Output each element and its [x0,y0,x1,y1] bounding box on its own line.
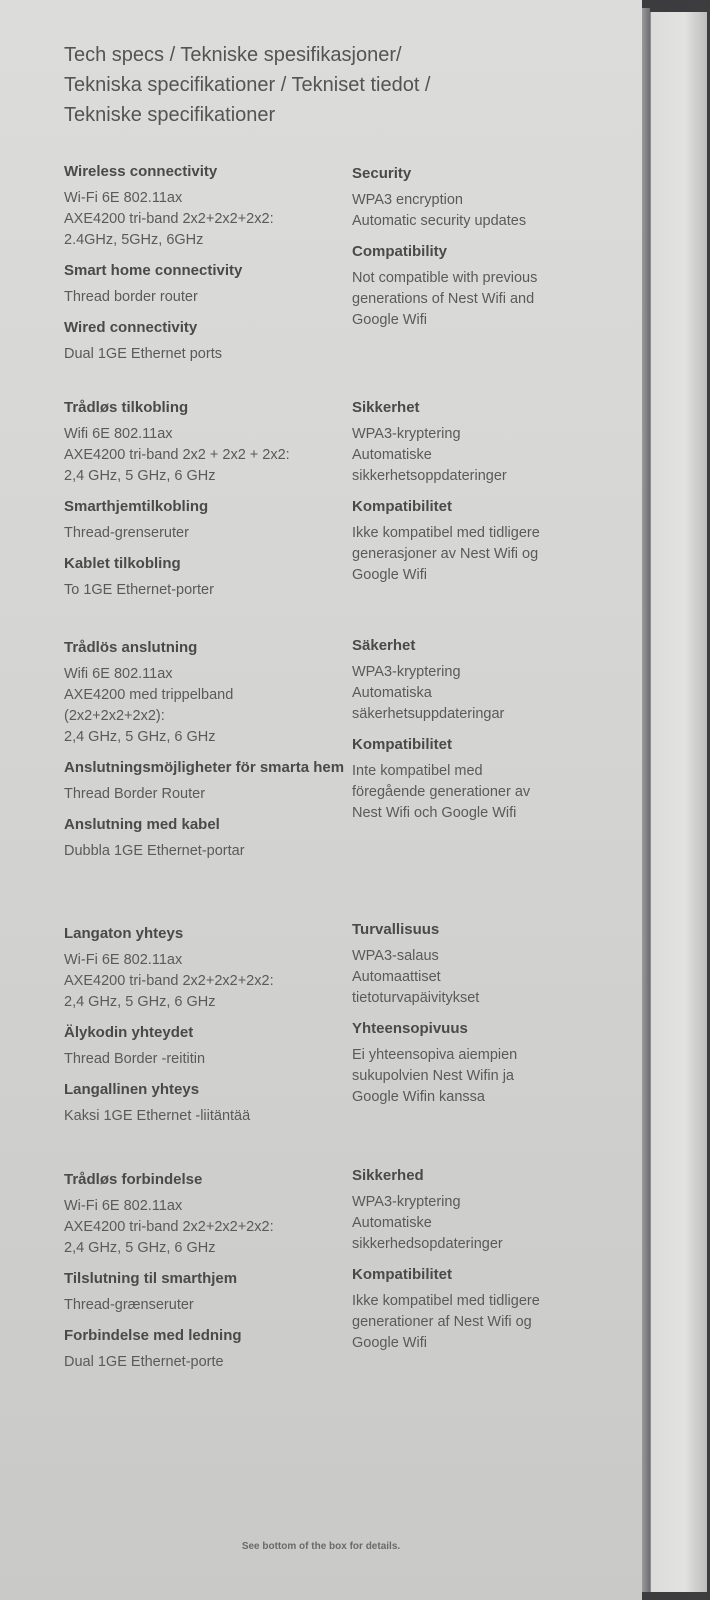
spec-column-right [352,398,637,586]
spec-heading: Smart home connectivity [64,262,243,279]
title-line: Tekniske specifikationer [64,104,276,126]
spec-value: Inte kompatibel med [352,763,483,779]
spec-group [352,1265,637,1354]
spec-value: Automatiske [352,447,432,463]
spec-value: Thread border router [64,289,198,305]
spec-column-left [64,398,349,601]
spec-group [352,164,637,242]
spec-heading: Trådlös anslutning [64,639,198,656]
spec-value: Automatiske [352,1215,432,1231]
spec-heading: Security [352,165,412,182]
spec-heading: Forbindelse med ledning [64,1327,242,1344]
spec-group [64,261,349,318]
spec-value: Wifi 6E 802.11ax [64,426,173,442]
spec-heading: Langallinen yhteys [64,1081,200,1098]
spec-group [64,398,349,497]
box-edge [642,8,650,1592]
spec-group [64,162,349,261]
spec-value: Wifi 6E 802.11ax [64,666,173,682]
spec-column-right [352,636,637,824]
spec-value: föregående generationer av [352,784,531,800]
spec-heading: Trådløs tilkobling [64,399,189,416]
tech-specs-title [64,40,584,130]
spec-value: Dubbla 1GE Ethernet-portar [64,843,245,859]
spec-heading: Kompatibilitet [352,1266,452,1283]
spec-heading: Älykodin yhteydet [64,1024,194,1041]
spec-group [352,398,637,497]
spec-value: Ikke kompatibel med tidligere [352,525,540,541]
spec-group [64,924,349,1023]
spec-value: Not compatible with previous [352,270,538,286]
spec-heading: Compatibility [352,243,448,260]
spec-value: 2,4 GHz, 5 GHz, 6 GHz [64,1240,216,1256]
spec-group [64,1023,349,1080]
spec-group [64,1326,349,1373]
spec-value: AXE4200 tri-band 2x2+2x2+2x2: [64,211,274,227]
spec-value: WPA3-salaus [352,948,439,964]
spec-group [352,497,637,586]
spec-group [64,758,349,815]
spec-group [64,1080,349,1127]
spec-value: WPA3-kryptering [352,426,461,442]
spec-column-right [352,920,637,1108]
spec-group [352,920,637,1019]
spec-group [64,318,349,365]
spec-group [64,815,349,862]
spec-value: säkerhetsuppdateringar [352,706,505,722]
spec-column-left [64,924,349,1127]
spec-value: Kaksi 1GE Ethernet -liitäntää [64,1108,251,1124]
spec-group [352,735,637,824]
spec-value: Dual 1GE Ethernet ports [64,346,222,362]
spec-value: Thread-grænseruter [64,1297,194,1313]
spec-heading: Anslutningsmöjligheter för smarta hem [64,759,345,776]
spec-value: Automatic security updates [352,213,527,229]
spec-value: 2,4 GHz, 5 GHz, 6 GHz [64,468,216,484]
spec-value: generasjoner av Nest Wifi og [352,546,539,562]
spec-value: Google Wifi [352,312,427,328]
spec-column-left [64,638,349,862]
spec-value: Ikke kompatibel med tidligere [352,1293,540,1309]
spec-heading: Kompatibilitet [352,498,452,515]
spec-value: 2,4 GHz, 5 GHz, 6 GHz [64,729,216,745]
box-side-panel [650,12,707,1592]
spec-value: 2.4GHz, 5GHz, 6GHz [64,232,204,248]
spec-value: sikkerhetsoppdateringer [352,468,507,484]
spec-value: AXE4200 med trippelband [64,687,234,703]
spec-group [64,1170,349,1269]
spec-heading: Kompatibilitet [352,736,452,753]
spec-group [64,554,349,601]
spec-group [64,497,349,554]
spec-value: WPA3-kryptering [352,664,461,680]
spec-value: Wi-Fi 6E 802.11ax [64,1198,183,1214]
spec-value: AXE4200 tri-band 2x2+2x2+2x2: [64,1219,274,1235]
spec-value: AXE4200 tri-band 2x2 + 2x2 + 2x2: [64,447,290,463]
spec-group [64,638,349,758]
footer-note: See bottom of the box for details. [241,1541,401,1552]
spec-heading: Trådløs forbindelse [64,1171,203,1188]
spec-value: AXE4200 tri-band 2x2+2x2+2x2: [64,973,274,989]
spec-value: sukupolvien Nest Wifin ja [352,1068,514,1084]
spec-group [352,1019,637,1108]
spec-value: Nest Wifi och Google Wifi [352,805,517,821]
spec-heading: Sikkerhed [352,1167,424,1184]
spec-value: Dual 1GE Ethernet-porte [64,1354,224,1370]
title-line: Tekniska specifikationer / Tekniset tiedot / [64,74,431,96]
spec-value: generations of Nest Wifi and [352,291,535,307]
spec-group [64,1269,349,1326]
spec-value: (2x2+2x2+2x2): [64,708,165,724]
spec-value: tietoturvapäivitykset [352,990,480,1006]
spec-value: Google Wifin kanssa [352,1089,485,1105]
spec-heading: Säkerhet [352,637,416,654]
spec-heading: Sikkerhet [352,399,420,416]
spec-column-left [64,1170,349,1373]
title-line: Tech specs / Tekniske spesifikasjoner/ [64,44,402,66]
spec-value: WPA3-kryptering [352,1194,461,1210]
spec-value: Ei yhteensopiva aiempien [352,1047,518,1063]
spec-heading: Smarthjemtilkobling [64,498,209,515]
spec-heading: Kablet tilkobling [64,555,181,572]
spec-value: generationer af Nest Wifi og [352,1314,532,1330]
spec-value: Automatiska [352,685,432,701]
spec-heading: Wired connectivity [64,319,198,336]
spec-value: 2,4 GHz, 5 GHz, 6 GHz [64,994,216,1010]
spec-group [352,242,637,331]
spec-value: Wi-Fi 6E 802.11ax [64,190,183,206]
spec-column-right [352,1166,637,1354]
spec-column-left [64,162,349,365]
spec-group [352,636,637,735]
spec-value: Google Wifi [352,1335,427,1351]
spec-value: To 1GE Ethernet-porter [64,582,214,598]
spec-column-right [352,164,637,331]
spec-heading: Langaton yhteys [64,925,184,942]
spec-value: Thread Border Router [64,786,206,802]
spec-value: Thread-grenseruter [64,525,189,541]
spec-value: Wi-Fi 6E 802.11ax [64,952,183,968]
spec-value: Thread Border -reititin [64,1051,206,1067]
spec-heading: Tilslutning til smarthjem [64,1270,238,1287]
spec-value: Google Wifi [352,567,427,583]
spec-value: WPA3 encryption [352,192,463,208]
spec-heading: Anslutning med kabel [64,816,220,833]
spec-heading: Turvallisuus [352,921,440,938]
spec-heading: Yhteensopivuus [352,1020,468,1037]
spec-value: Automaattiset [352,969,441,985]
spec-group [352,1166,637,1265]
spec-heading: Wireless connectivity [64,163,218,180]
spec-value: sikkerhedsopdateringer [352,1236,503,1252]
